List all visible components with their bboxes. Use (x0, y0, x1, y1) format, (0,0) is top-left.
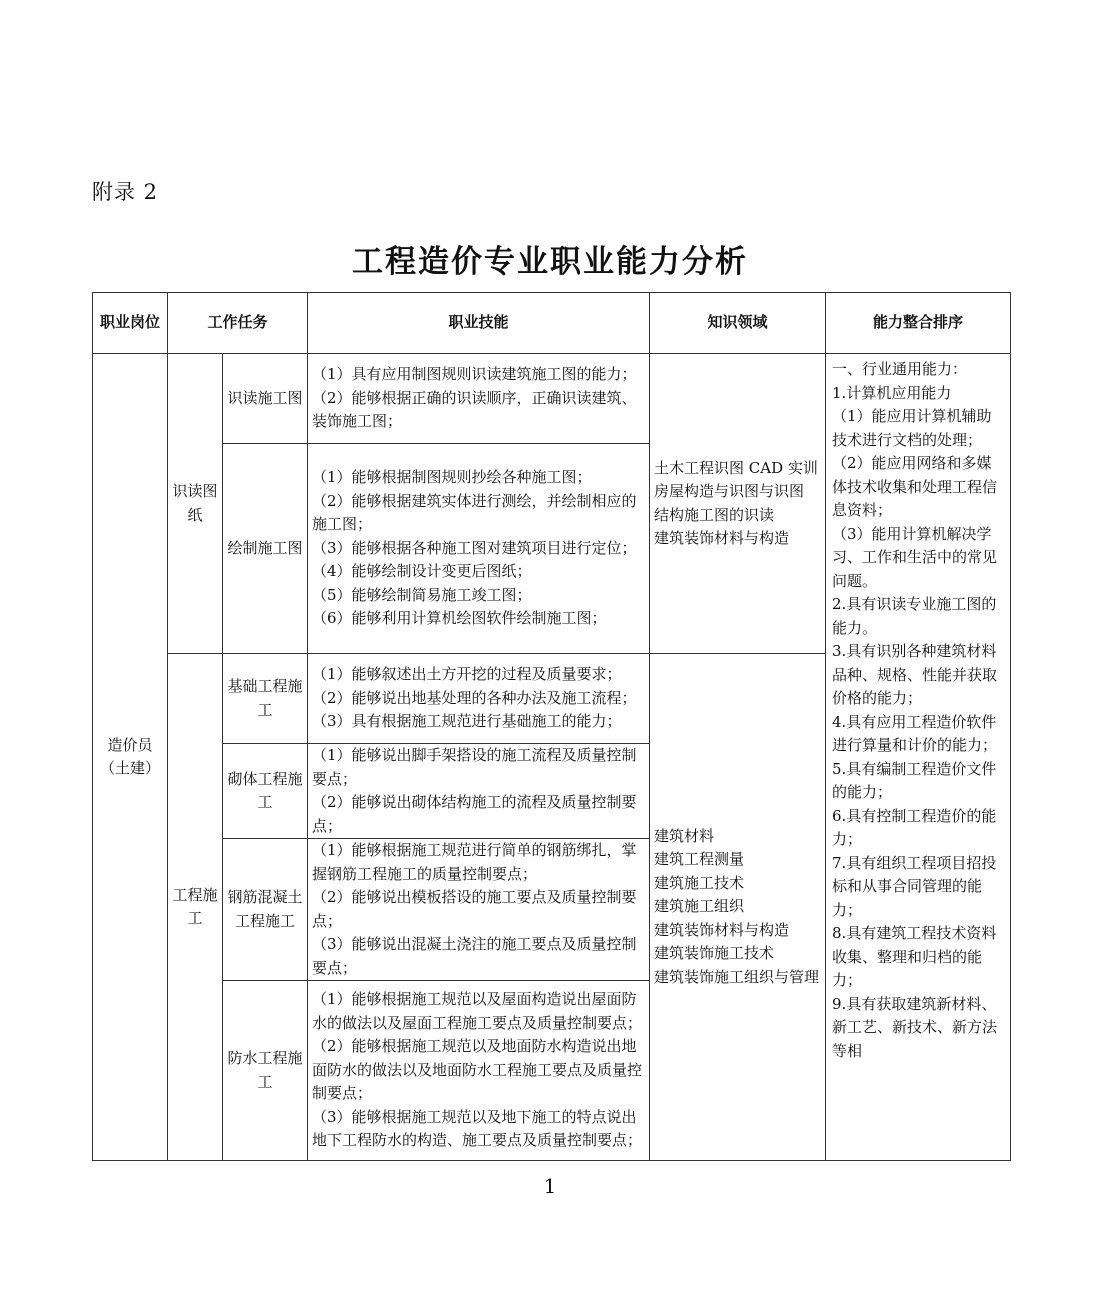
task-name-cell (223, 839, 308, 981)
ability-item: （3）能用计算机解决学习、工作和生活中的常见问题。 (832, 524, 998, 590)
document-title: 工程造价专业职业能力分析 (352, 244, 748, 280)
task-name-line: 防水工程施 (227, 1049, 303, 1067)
knowledge-item: 建筑装饰材料与构造 (654, 920, 790, 939)
ability-item: 一、行业通用能力： (832, 360, 968, 378)
task-name-cell (223, 654, 308, 744)
skills-cell (308, 444, 650, 654)
table-row (93, 354, 1011, 444)
position-cell (93, 354, 168, 1161)
task-name-cell (223, 981, 308, 1161)
task-name-line: 绘制施工图 (227, 538, 303, 557)
task-name-line: 钢筋混凝土 (227, 888, 303, 906)
task-name-cell (223, 744, 308, 839)
page-number: 1 (543, 1174, 557, 1198)
header-row (93, 293, 1011, 354)
skill-item: （6）能够利用计算机绘图软件绘制施工图； (312, 609, 607, 628)
skills-cell (308, 981, 650, 1161)
skills-cell (308, 839, 650, 981)
group-name-line: 识读图 (172, 482, 218, 500)
ability-item: 4.具有应用工程造价软件进行算量和计价的能力； (832, 712, 998, 754)
skills-cell (308, 744, 650, 839)
skill-item: （5）能够绘制简易施工竣工图； (312, 585, 532, 604)
ability-item: 8.具有建筑工程技术资料收集、整理和归档的能力； (832, 924, 997, 989)
knowledge-item: 建筑装饰施工组织与管理 (654, 967, 820, 986)
group-name-line: 纸 (187, 505, 203, 524)
ability-analysis-table (92, 292, 1011, 1161)
task-name-line: 识读施工图 (227, 388, 303, 407)
ability-item: 9.具有获取建筑新材料、新工艺、新技术、新方法等相 (832, 994, 998, 1060)
skill-item: （2）能够说出砌体结构施工的流程及质量控制要点； (312, 793, 637, 835)
task-name-line: 工程施工 (235, 911, 296, 930)
skill-item: （3）能够说出混凝土浇注的施工要点及质量控制要点； (312, 935, 637, 977)
knowledge-item: 土木工程识图 CAD 实训 (654, 458, 818, 477)
skill-item: （1）能够根据施工规范以及屋面构造说出屋面防水的做法以及屋面工程施工要点及质量控制要点； (312, 990, 643, 1032)
group-name-line: 工 (187, 909, 203, 927)
group-name-line: 工程施 (172, 885, 218, 904)
ability-item: 6.具有控制工程造价的能力； (832, 806, 997, 848)
skill-item: （1）能够根据施工规范进行简单的钢筋绑扎，掌握钢筋工程施工的质量控制要点； (312, 841, 637, 883)
task-name-line: 工 (257, 793, 273, 811)
knowledge-item: 建筑施工组织 (654, 897, 745, 916)
appendix-label: 附录 2 (92, 180, 159, 204)
ability-item: 5.具有编制工程造价文件的能力； (832, 759, 997, 801)
header-ability-ranking: 能力整合排序 (826, 293, 1011, 354)
knowledge-item: 建筑装饰施工技术 (654, 944, 775, 963)
skill-item: （1）能够叙述出土方开挖的过程及质量要求； (312, 665, 622, 684)
knowledge-item: 建筑材料 (654, 826, 715, 845)
skill-item: （4）能够绘制设计变更后图纸； (312, 562, 532, 581)
skill-item: （2）能够根据建筑实体进行测绘，并绘制相应的施工图； (312, 491, 637, 534)
skill-item: （1）具有应用制图规则识读建筑施工图的能力； (312, 365, 637, 384)
ability-item: 7.具有组织工程项目招投标和从事合同管理的能力； (832, 853, 997, 919)
knowledge-cell (650, 654, 826, 1161)
task-name-line: 工 (257, 700, 273, 719)
skill-item: （2）能够说出模板搭设的施工要点及质量控制要点； (312, 888, 637, 930)
position-line: （土建） (99, 759, 160, 777)
task-name-line: 工 (257, 1072, 273, 1091)
ability-item: 2.具有识读专业施工图的能力。 (832, 595, 997, 637)
knowledge-item: 建筑施工技术 (654, 873, 745, 892)
skills-cell (308, 354, 650, 444)
skill-item: （2）能够根据施工规范以及地面防水构造说出地面防水的做法以及地面防水工程施工要点及质量控制要点； (312, 1037, 643, 1103)
skill-item: （3）能够根据各种施工图对建筑项目进行定位； (312, 538, 637, 557)
header-position: 职业岗位 (93, 293, 168, 354)
ability-item: （1）能应用计算机辅助技术进行文档的处理；（2）能应用网络和多媒体技术收集和处理工程信息资料； (832, 407, 998, 519)
ability-item: 1.计算机应用能力 (832, 383, 952, 402)
task-name-cell (223, 444, 308, 654)
knowledge-item: 建筑装饰材料与构造 (654, 529, 790, 547)
ability-item: 3.具有识别各种建筑材料品种、规格、性能并获取价格的能力； (832, 642, 998, 707)
knowledge-item: 房屋构造与识图与识图 (654, 482, 805, 500)
group-name-cell (168, 654, 223, 1161)
skill-item: （3）能够根据施工规范以及地下施工的特点说出地下工程防水的构造、施工要点及质量控制要点； (312, 1107, 643, 1150)
knowledge-cell (650, 354, 826, 654)
task-name-cell (223, 354, 308, 444)
skills-cell (308, 654, 650, 744)
position-line: 造价员 (107, 735, 153, 754)
skill-item: （1）能够说出脚手架搭设的施工流程及质量控制要点； (312, 746, 637, 788)
header-knowledge: 知识领域 (650, 293, 826, 354)
task-name-line: 砌体工程施 (227, 769, 303, 788)
header-task: 工作任务 (168, 293, 308, 354)
knowledge-item: 结构施工图的识读 (654, 505, 775, 524)
skill-item: （1）能够根据制图规则抄绘各种施工图； (312, 468, 592, 487)
group-name-cell (168, 354, 223, 654)
skill-item: （2）能够说出地基处理的各种办法及施工流程； (312, 688, 637, 707)
knowledge-item: 建筑工程测量 (654, 850, 745, 869)
skill-item: （3）具有根据施工规范进行基础施工的能力； (312, 712, 622, 731)
task-name-line: 基础工程施 (227, 677, 303, 695)
skill-item: （2）能够根据正确的识读顺序，正确识读建筑、装饰施工图； (312, 388, 637, 431)
ability-ranking-cell (826, 354, 1011, 1161)
header-skills: 职业技能 (308, 293, 650, 354)
